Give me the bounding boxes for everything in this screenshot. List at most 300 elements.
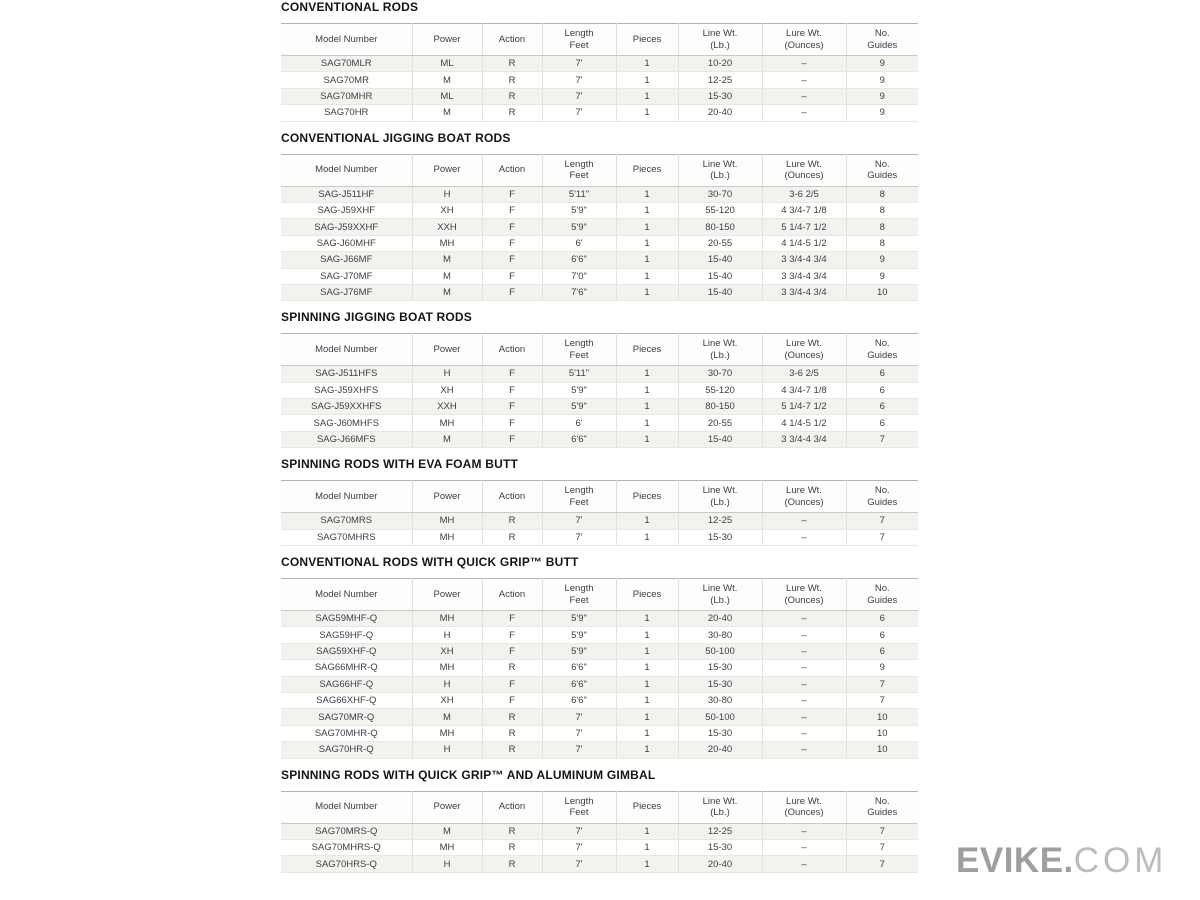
cell-pieces: 1 <box>616 823 678 839</box>
cell-length: 6' <box>542 415 616 431</box>
cell-length: 7'6" <box>542 284 616 300</box>
cell-line_wt: 80-150 <box>678 399 762 415</box>
cell-length: 5'9" <box>542 202 616 218</box>
cell-model: SAG70MHR-Q <box>281 725 412 741</box>
cell-length: 5'9" <box>542 399 616 415</box>
cell-line_wt: 20-40 <box>678 856 762 872</box>
cell-line_wt: 15-30 <box>678 88 762 104</box>
cell-action: F <box>482 627 542 643</box>
cell-pieces: 1 <box>616 252 678 268</box>
cell-power: MH <box>412 660 482 676</box>
cell-action: R <box>482 529 542 545</box>
column-header-power: Power <box>412 154 482 186</box>
cell-line_wt: 80-150 <box>678 219 762 235</box>
cell-lure_wt: – <box>762 709 846 725</box>
cell-guides: 6 <box>846 366 918 382</box>
cell-pieces: 1 <box>616 88 678 104</box>
cell-guides: 6 <box>846 643 918 659</box>
cell-model: SAG-J59XXHFS <box>281 399 412 415</box>
cell-line_wt: 12-25 <box>678 823 762 839</box>
table-row <box>281 431 918 447</box>
table-row <box>281 105 918 121</box>
cell-action: R <box>482 660 542 676</box>
cell-action: R <box>482 88 542 104</box>
cell-model: SAG-J60MHF <box>281 235 412 251</box>
column-header-power: Power <box>412 24 482 56</box>
cell-action: F <box>482 268 542 284</box>
cell-length: 7' <box>542 88 616 104</box>
cell-line_wt: 15-40 <box>678 284 762 300</box>
column-header-lure_wt: Lure Wt. (Ounces) <box>762 791 846 823</box>
cell-power: ML <box>412 88 482 104</box>
cell-model: SAG-J66MFS <box>281 431 412 447</box>
cell-power: M <box>412 268 482 284</box>
cell-length: 5'9" <box>542 627 616 643</box>
cell-power: XH <box>412 382 482 398</box>
cell-power: MH <box>412 235 482 251</box>
cell-guides: 7 <box>846 823 918 839</box>
cell-power: M <box>412 823 482 839</box>
column-header-power: Power <box>412 579 482 611</box>
cell-lure_wt: – <box>762 839 846 855</box>
cell-guides: 9 <box>846 660 918 676</box>
cell-power: MH <box>412 611 482 627</box>
column-header-line_wt: Line Wt. (Lb.) <box>678 791 762 823</box>
cell-model: SAG66XHF-Q <box>281 692 412 708</box>
cell-power: M <box>412 252 482 268</box>
cell-length: 5'11" <box>542 366 616 382</box>
cell-pieces: 1 <box>616 529 678 545</box>
cell-lure_wt: 4 1/4-5 1/2 <box>762 415 846 431</box>
table-row <box>281 268 918 284</box>
cell-line_wt: 10-20 <box>678 56 762 72</box>
cell-pieces: 1 <box>616 611 678 627</box>
cell-lure_wt: 3-6 2/5 <box>762 186 846 202</box>
column-header-length: Length Feet <box>542 24 616 56</box>
cell-power: XH <box>412 202 482 218</box>
table-row <box>281 399 918 415</box>
evike-watermark <box>956 841 1167 881</box>
cell-line_wt: 20-40 <box>678 742 762 758</box>
cell-power: H <box>412 366 482 382</box>
table-row <box>281 219 918 235</box>
column-header-model: Model Number <box>281 579 412 611</box>
column-header-power: Power <box>412 791 482 823</box>
cell-line_wt: 15-40 <box>678 268 762 284</box>
header-row <box>281 481 918 513</box>
column-header-action: Action <box>482 334 542 366</box>
cell-guides: 6 <box>846 415 918 431</box>
cell-guides: 10 <box>846 742 918 758</box>
column-header-line_wt: Line Wt. (Lb.) <box>678 579 762 611</box>
cell-power: H <box>412 742 482 758</box>
cell-lure_wt: – <box>762 513 846 529</box>
cell-line_wt: 15-40 <box>678 252 762 268</box>
cell-lure_wt: – <box>762 856 846 872</box>
cell-line_wt: 50-100 <box>678 709 762 725</box>
cell-line_wt: 15-30 <box>678 839 762 855</box>
cell-line_wt: 15-30 <box>678 660 762 676</box>
cell-model: SAG70MHR <box>281 88 412 104</box>
cell-action: F <box>482 202 542 218</box>
table-row <box>281 529 918 545</box>
cell-pieces: 1 <box>616 399 678 415</box>
cell-length: 6'6" <box>542 692 616 708</box>
cell-lure_wt: – <box>762 660 846 676</box>
cell-power: M <box>412 431 482 447</box>
table-row <box>281 627 918 643</box>
watermark-com-text: COM <box>1073 841 1168 880</box>
cell-line_wt: 50-100 <box>678 643 762 659</box>
cell-action: F <box>482 186 542 202</box>
cell-line_wt: 12-25 <box>678 72 762 88</box>
cell-lure_wt: 3-6 2/5 <box>762 366 846 382</box>
table-row <box>281 611 918 627</box>
column-header-power: Power <box>412 481 482 513</box>
cell-pieces: 1 <box>616 284 678 300</box>
cell-lure_wt: 4 1/4-5 1/2 <box>762 235 846 251</box>
table-row <box>281 366 918 382</box>
column-header-line_wt: Line Wt. (Lb.) <box>678 24 762 56</box>
column-header-line_wt: Line Wt. (Lb.) <box>678 334 762 366</box>
column-header-power: Power <box>412 334 482 366</box>
rod-section <box>281 1 918 122</box>
cell-line_wt: 30-70 <box>678 186 762 202</box>
spec-table <box>281 578 918 759</box>
column-header-length: Length Feet <box>542 791 616 823</box>
cell-lure_wt: – <box>762 105 846 121</box>
cell-guides: 8 <box>846 219 918 235</box>
cell-model: SAG66HF-Q <box>281 676 412 692</box>
column-header-action: Action <box>482 154 542 186</box>
table-row <box>281 56 918 72</box>
cell-line_wt: 15-30 <box>678 725 762 741</box>
cell-model: SAG70HR-Q <box>281 742 412 758</box>
cell-model: SAG66MHR-Q <box>281 660 412 676</box>
table-row <box>281 382 918 398</box>
cell-action: R <box>482 72 542 88</box>
cell-power: H <box>412 627 482 643</box>
cell-model: SAG-J70MF <box>281 268 412 284</box>
cell-power: H <box>412 676 482 692</box>
cell-lure_wt: – <box>762 627 846 643</box>
cell-action: R <box>482 742 542 758</box>
header-row <box>281 579 918 611</box>
cell-length: 6'6" <box>542 431 616 447</box>
cell-guides: 10 <box>846 725 918 741</box>
table-row <box>281 513 918 529</box>
cell-pieces: 1 <box>616 643 678 659</box>
table-row <box>281 72 918 88</box>
cell-action: F <box>482 431 542 447</box>
cell-lure_wt: – <box>762 88 846 104</box>
cell-power: MH <box>412 839 482 855</box>
section-title: SPINNING RODS WITH EVA FOAM BUTT <box>281 457 519 472</box>
header-row <box>281 24 918 56</box>
cell-guides: 6 <box>846 627 918 643</box>
cell-length: 5'11" <box>542 186 616 202</box>
cell-model: SAG70MLR <box>281 56 412 72</box>
cell-model: SAG70MHRS <box>281 529 412 545</box>
rod-section <box>281 311 918 448</box>
cell-guides: 7 <box>846 856 918 872</box>
table-row <box>281 709 918 725</box>
cell-lure_wt: – <box>762 692 846 708</box>
cell-model: SAG59HF-Q <box>281 627 412 643</box>
cell-action: R <box>482 105 542 121</box>
cell-power: M <box>412 709 482 725</box>
rod-spec-sections <box>281 0 918 873</box>
cell-action: F <box>482 382 542 398</box>
cell-action: R <box>482 839 542 855</box>
cell-action: R <box>482 725 542 741</box>
cell-power: MH <box>412 529 482 545</box>
cell-model: SAG-J511HF <box>281 186 412 202</box>
cell-length: 7' <box>542 56 616 72</box>
cell-length: 6' <box>542 235 616 251</box>
cell-pieces: 1 <box>616 56 678 72</box>
cell-line_wt: 12-25 <box>678 513 762 529</box>
header-row <box>281 334 918 366</box>
section-title: SPINNING RODS WITH QUICK GRIP™ AND ALUMINUM GIMBAL <box>281 767 656 782</box>
table-row <box>281 823 918 839</box>
cell-model: SAG-J59XHF <box>281 202 412 218</box>
cell-length: 7' <box>542 823 616 839</box>
column-header-model: Model Number <box>281 334 412 366</box>
cell-length: 7' <box>542 742 616 758</box>
cell-guides: 9 <box>846 252 918 268</box>
rod-section <box>281 458 918 546</box>
cell-action: F <box>482 235 542 251</box>
spec-table <box>281 791 918 873</box>
cell-pieces: 1 <box>616 709 678 725</box>
cell-power: XH <box>412 692 482 708</box>
cell-length: 7'0" <box>542 268 616 284</box>
rod-section <box>281 769 918 873</box>
cell-length: 5'9" <box>542 643 616 659</box>
cell-action: F <box>482 284 542 300</box>
cell-action: F <box>482 676 542 692</box>
cell-guides: 9 <box>846 88 918 104</box>
cell-pieces: 1 <box>616 692 678 708</box>
column-header-pieces: Pieces <box>616 481 678 513</box>
cell-length: 5'9" <box>542 382 616 398</box>
cell-pieces: 1 <box>616 268 678 284</box>
header-row <box>281 154 918 186</box>
column-header-guides: No. Guides <box>846 579 918 611</box>
table-row <box>281 742 918 758</box>
cell-guides: 6 <box>846 382 918 398</box>
table-row <box>281 676 918 692</box>
section-title: CONVENTIONAL RODS WITH QUICK GRIP™ BUTT <box>281 555 579 570</box>
cell-guides: 9 <box>846 72 918 88</box>
cell-length: 7' <box>542 856 616 872</box>
column-header-model: Model Number <box>281 791 412 823</box>
section-title: CONVENTIONAL JIGGING BOAT RODS <box>281 130 511 145</box>
cell-model: SAG70MRS <box>281 513 412 529</box>
spec-table <box>281 333 918 448</box>
cell-action: F <box>482 643 542 659</box>
column-header-model: Model Number <box>281 24 412 56</box>
cell-power: M <box>412 105 482 121</box>
cell-power: ML <box>412 56 482 72</box>
cell-guides: 9 <box>846 268 918 284</box>
cell-lure_wt: – <box>762 742 846 758</box>
table-row <box>281 856 918 872</box>
cell-model: SAG-J511HFS <box>281 366 412 382</box>
cell-power: XXH <box>412 219 482 235</box>
column-header-action: Action <box>482 791 542 823</box>
column-header-guides: No. Guides <box>846 791 918 823</box>
cell-guides: 10 <box>846 709 918 725</box>
cell-guides: 8 <box>846 202 918 218</box>
cell-guides: 7 <box>846 513 918 529</box>
cell-guides: 8 <box>846 186 918 202</box>
cell-pieces: 1 <box>616 186 678 202</box>
column-header-guides: No. Guides <box>846 481 918 513</box>
cell-model: SAG70MHRS-Q <box>281 839 412 855</box>
cell-lure_wt: – <box>762 643 846 659</box>
column-header-action: Action <box>482 24 542 56</box>
cell-length: 7' <box>542 725 616 741</box>
cell-length: 7' <box>542 529 616 545</box>
cell-pieces: 1 <box>616 72 678 88</box>
cell-action: F <box>482 692 542 708</box>
column-header-lure_wt: Lure Wt. (Ounces) <box>762 154 846 186</box>
column-header-action: Action <box>482 579 542 611</box>
column-header-pieces: Pieces <box>616 579 678 611</box>
column-header-guides: No. Guides <box>846 334 918 366</box>
column-header-lure_wt: Lure Wt. (Ounces) <box>762 24 846 56</box>
spec-table <box>281 154 918 302</box>
cell-model: SAG-J76MF <box>281 284 412 300</box>
column-header-line_wt: Line Wt. (Lb.) <box>678 154 762 186</box>
table-row <box>281 88 918 104</box>
cell-guides: 9 <box>846 105 918 121</box>
table-row <box>281 692 918 708</box>
cell-line_wt: 20-55 <box>678 415 762 431</box>
cell-lure_wt: 4 3/4-7 1/8 <box>762 382 846 398</box>
table-row <box>281 284 918 300</box>
column-header-guides: No. Guides <box>846 154 918 186</box>
cell-lure_wt: 4 3/4-7 1/8 <box>762 202 846 218</box>
cell-lure_wt: 3 3/4-4 3/4 <box>762 268 846 284</box>
cell-power: H <box>412 856 482 872</box>
cell-length: 7' <box>542 105 616 121</box>
cell-pieces: 1 <box>616 725 678 741</box>
column-header-pieces: Pieces <box>616 791 678 823</box>
cell-power: M <box>412 72 482 88</box>
spec-table <box>281 23 918 122</box>
cell-length: 6'6" <box>542 660 616 676</box>
cell-model: SAG-J66MF <box>281 252 412 268</box>
cell-guides: 7 <box>846 839 918 855</box>
cell-power: XH <box>412 643 482 659</box>
cell-model: SAG70HR <box>281 105 412 121</box>
cell-line_wt: 20-55 <box>678 235 762 251</box>
column-header-model: Model Number <box>281 481 412 513</box>
cell-lure_wt: – <box>762 529 846 545</box>
cell-lure_wt: – <box>762 725 846 741</box>
cell-action: F <box>482 366 542 382</box>
cell-guides: 7 <box>846 676 918 692</box>
header-row <box>281 791 918 823</box>
cell-model: SAG-J60MHFS <box>281 415 412 431</box>
cell-model: SAG70MRS-Q <box>281 823 412 839</box>
cell-line_wt: 30-80 <box>678 627 762 643</box>
cell-guides: 10 <box>846 284 918 300</box>
cell-guides: 7 <box>846 529 918 545</box>
cell-lure_wt: 5 1/4-7 1/2 <box>762 399 846 415</box>
cell-action: R <box>482 513 542 529</box>
cell-model: SAG-J59XHFS <box>281 382 412 398</box>
column-header-model: Model Number <box>281 154 412 186</box>
cell-length: 7' <box>542 709 616 725</box>
cell-model: SAG70MR <box>281 72 412 88</box>
cell-lure_wt: – <box>762 823 846 839</box>
cell-length: 6'6" <box>542 676 616 692</box>
cell-pieces: 1 <box>616 513 678 529</box>
cell-line_wt: 15-40 <box>678 431 762 447</box>
column-header-lure_wt: Lure Wt. (Ounces) <box>762 334 846 366</box>
cell-length: 5'9" <box>542 219 616 235</box>
rod-section <box>281 556 918 759</box>
table-row <box>281 839 918 855</box>
cell-pieces: 1 <box>616 415 678 431</box>
cell-pieces: 1 <box>616 366 678 382</box>
cell-lure_wt: 3 3/4-4 3/4 <box>762 431 846 447</box>
section-title: CONVENTIONAL RODS <box>281 0 419 14</box>
cell-action: F <box>482 415 542 431</box>
cell-pieces: 1 <box>616 660 678 676</box>
cell-action: R <box>482 56 542 72</box>
watermark-evike-text: EVIKE. <box>956 841 1074 880</box>
cell-pieces: 1 <box>616 382 678 398</box>
column-header-lure_wt: Lure Wt. (Ounces) <box>762 579 846 611</box>
cell-line_wt: 30-70 <box>678 366 762 382</box>
cell-pieces: 1 <box>616 219 678 235</box>
column-header-pieces: Pieces <box>616 334 678 366</box>
column-header-length: Length Feet <box>542 481 616 513</box>
column-header-pieces: Pieces <box>616 24 678 56</box>
cell-lure_wt: – <box>762 611 846 627</box>
cell-pieces: 1 <box>616 202 678 218</box>
cell-line_wt: 55-120 <box>678 202 762 218</box>
cell-lure_wt: – <box>762 676 846 692</box>
cell-action: R <box>482 823 542 839</box>
table-row <box>281 725 918 741</box>
cell-line_wt: 15-30 <box>678 676 762 692</box>
cell-model: SAG59XHF-Q <box>281 643 412 659</box>
cell-lure_wt: 5 1/4-7 1/2 <box>762 219 846 235</box>
cell-power: MH <box>412 513 482 529</box>
cell-action: F <box>482 219 542 235</box>
table-row <box>281 415 918 431</box>
cell-model: SAG70MR-Q <box>281 709 412 725</box>
column-header-pieces: Pieces <box>616 154 678 186</box>
cell-pieces: 1 <box>616 627 678 643</box>
cell-line_wt: 30-80 <box>678 692 762 708</box>
cell-guides: 9 <box>846 56 918 72</box>
table-row <box>281 202 918 218</box>
cell-pieces: 1 <box>616 742 678 758</box>
cell-action: F <box>482 399 542 415</box>
cell-model: SAG59MHF-Q <box>281 611 412 627</box>
cell-pieces: 1 <box>616 431 678 447</box>
spec-table <box>281 480 918 546</box>
cell-length: 7' <box>542 513 616 529</box>
table-row <box>281 252 918 268</box>
